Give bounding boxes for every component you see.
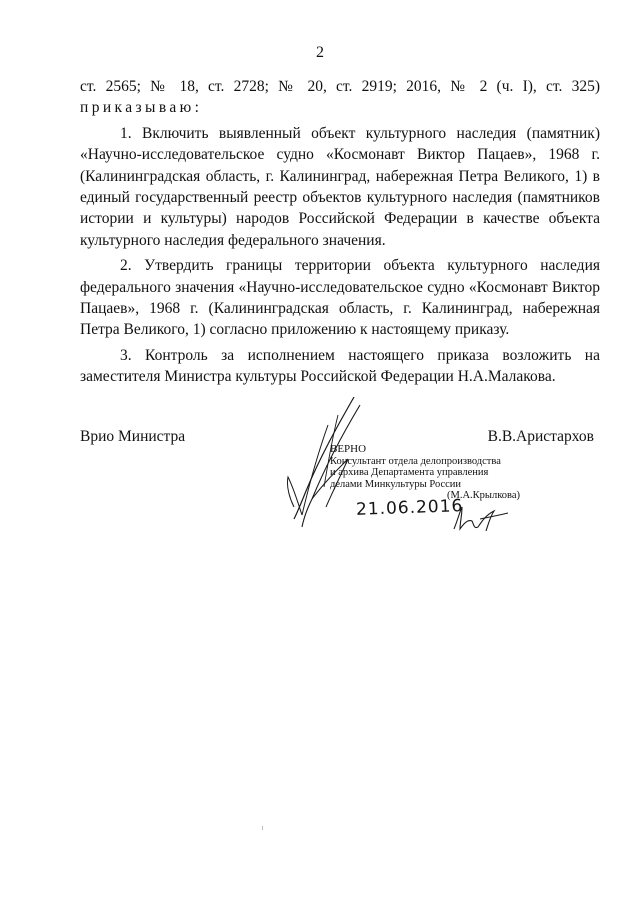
certification-line-1: Консультант отдела делопроизводства: [330, 455, 501, 467]
certification-line-3: делами Минкультуры России: [330, 478, 462, 490]
certifier-signature: [450, 503, 510, 533]
paragraph-item-2: 2. Утвердить границы территории объекта культурного наследия федерального значения «Научно-исследовательское судно «Космонавт Виктор Пацаев», 1968 г. (Калининградская область, г. Калининград, набережная Петра Великого, 1) согласно приложению к настоящему приказу.: [80, 257, 600, 339]
signatory-title: Врио Министра: [80, 428, 186, 445]
certification-heading: ВЕРНО: [330, 443, 367, 455]
document-body: [80, 76, 600, 392]
certification-line-2: и архива Департамента управления: [330, 467, 489, 479]
certification-stamp: [330, 444, 520, 502]
page-number: 2: [316, 44, 324, 61]
scan-artifact: [262, 826, 263, 830]
paragraph-continuation: ст. 2565; № 18, ст. 2728; № 20, ст. 2919; 2016, № 2 (ч. I), ст. 325): [80, 78, 600, 95]
certifier-name: (М.А.Крылкова): [446, 490, 520, 502]
certification-date: 21.06.2016: [355, 496, 464, 520]
paragraph-item-3: 3. Контроль за исполнением настоящего приказа возложить на заместителя Министра культуры Российской Федерации Н.А.Малакова.: [80, 346, 600, 386]
paragraph-order-verb: приказываю:: [80, 99, 203, 117]
paragraph-item-1: 1. Включить выявленный объект культурного наследия (памятник) «Научно-исследовательское судно «Космонавт Виктор Пацаев», 1968 г. (Калининградская область, г. Калининград, набережная Петра Великого, 1) в единый государственный реестр объектов культурного наследия (памятников истории и культуры) народов Российской Федерации в качестве объекта культурного наследия федерального значения.: [80, 124, 600, 249]
signatory-name: В.В.Аристархов: [487, 428, 594, 445]
